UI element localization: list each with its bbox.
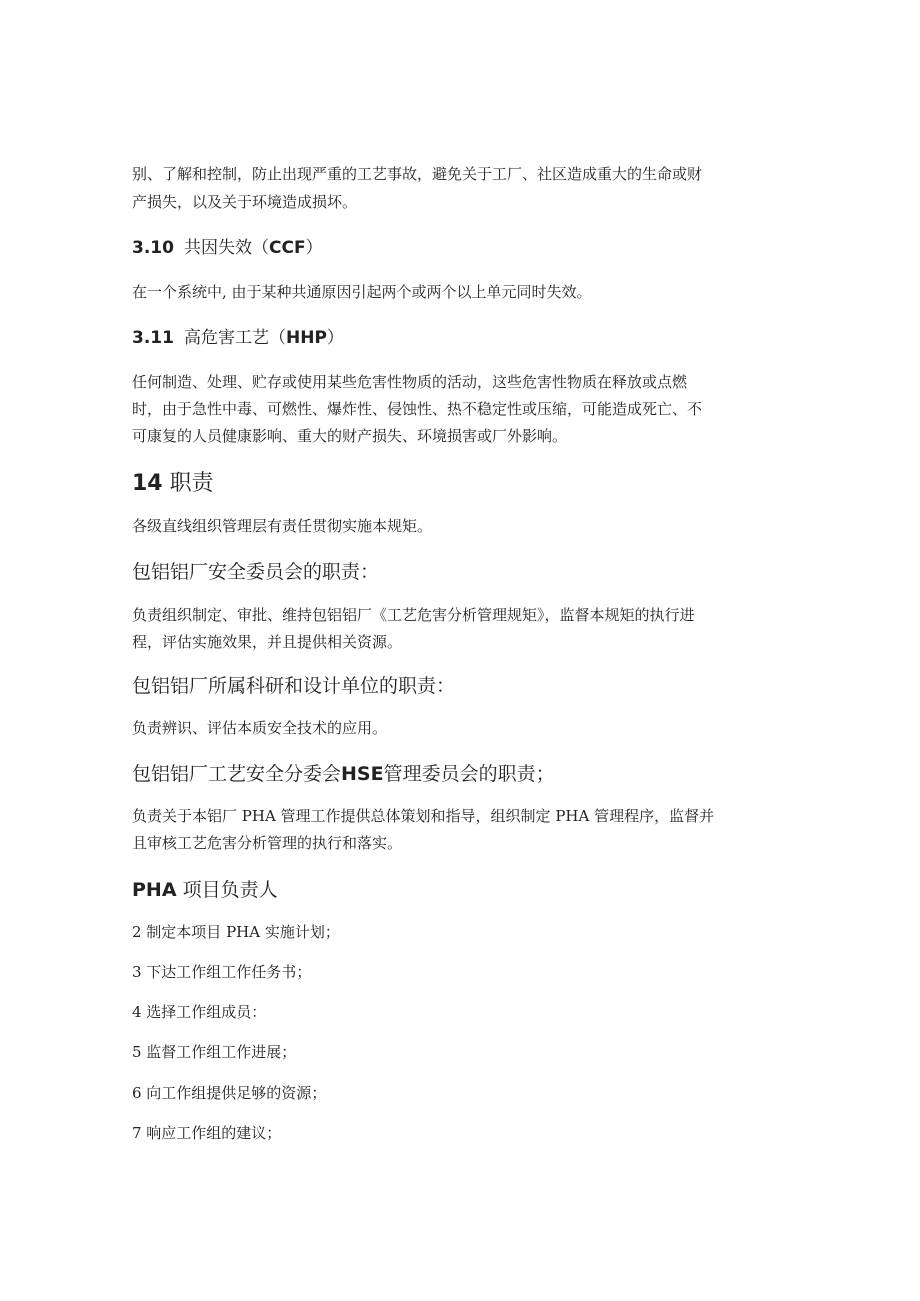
- heading-14-title: 职责: [169, 471, 214, 496]
- process-safety-line-2: 且审核工艺危害分析管理的执行和落实。: [132, 834, 403, 852]
- section-14-body: 各级直线组织管理层有责任贯彻实施本规矩。: [132, 517, 433, 535]
- heading-14-number: 14: [132, 471, 163, 496]
- heading-3-11-number: 3.11: [132, 328, 174, 348]
- section-3-10-body: 在一个系统中, 由于某种共通原因引起两个或两个以上单元同时失效。: [132, 283, 592, 301]
- intro-line-1: 别、了解和控制，防止出现严重的工艺事故，避免关于工厂、社区造成重大的生命或财: [132, 165, 703, 183]
- list-item: 7 响应工作组的建议；: [132, 1124, 282, 1142]
- committee-safety-line-1: 负责组织制定、审批、维持包铝铝厂《工艺危害分析管理规矩》，监督本规矩的执行进: [132, 606, 695, 624]
- pha-lead-heading: [132, 876, 278, 904]
- process-safety-heading-code: HSE: [341, 763, 384, 785]
- section-3-11-body-line-3: 可康复的人员健康影响、重大的财产损失、环境损害或厂外影响。: [132, 427, 568, 445]
- heading-3-10-title-end: ）: [305, 238, 323, 258]
- committee-safety-line-2: 程，评估实施效果，并且提供相关资源。: [132, 633, 403, 651]
- research-units-body: 负责辨识、评估本质安全技术的应用。: [132, 719, 388, 737]
- heading-3-11: [132, 325, 344, 351]
- heading-3-10-number: 3.10: [132, 238, 174, 258]
- pha-lead-heading-text: 项目负责人: [182, 879, 278, 901]
- heading-3-10-code: CCF: [269, 238, 306, 258]
- pha-lead-heading-code: PHA: [132, 879, 177, 901]
- list-item: 4 选择工作组成员：: [132, 1003, 267, 1021]
- list-item: 3 下达工作组工作任务书；: [132, 963, 312, 981]
- process-safety-heading-pre: 包铝铝厂工艺安全分委会: [132, 763, 342, 785]
- heading-14: [132, 469, 214, 499]
- section-3-11-body-line-1: 任何制造、处理、贮存或使用某些危害性物质的活动，这些危害性物质在释放或点燃: [132, 373, 688, 391]
- heading-3-11-title-end: ）: [326, 328, 344, 348]
- section-3-11-body-line-2: 时，由于急性中毒、可燃性、爆炸性、侵蚀性、热不稳定性或压缩，可能造成死亡、不: [132, 400, 703, 418]
- heading-3-11-title: 高危害工艺（: [184, 328, 286, 348]
- committee-safety-heading: 包铝铝厂安全委员会的职责：: [132, 561, 380, 583]
- list-item: 2 制定本项目 PHA 实施计划；: [132, 923, 340, 941]
- intro-line-2: 产损失，以及关于环境造成损坏。: [132, 193, 358, 211]
- heading-3-11-code: HHP: [286, 328, 327, 348]
- research-units-heading: 包铝铝厂所属科研和设计单位的职责：: [132, 675, 456, 697]
- process-safety-line-1: 负责关于本铝厂 PHA 管理工作提供总体策划和指导，组织制定 PHA 管理程序，监督并: [132, 807, 715, 825]
- process-safety-heading: [132, 760, 555, 788]
- heading-3-10: [132, 235, 323, 261]
- heading-3-10-title: 共因失效（: [184, 238, 269, 258]
- list-item: 6 向工作组提供足够的资源；: [132, 1084, 327, 1102]
- process-safety-heading-post: 管理委员会的职责；: [383, 763, 555, 785]
- list-item: 5 监督工作组工作进展；: [132, 1043, 297, 1061]
